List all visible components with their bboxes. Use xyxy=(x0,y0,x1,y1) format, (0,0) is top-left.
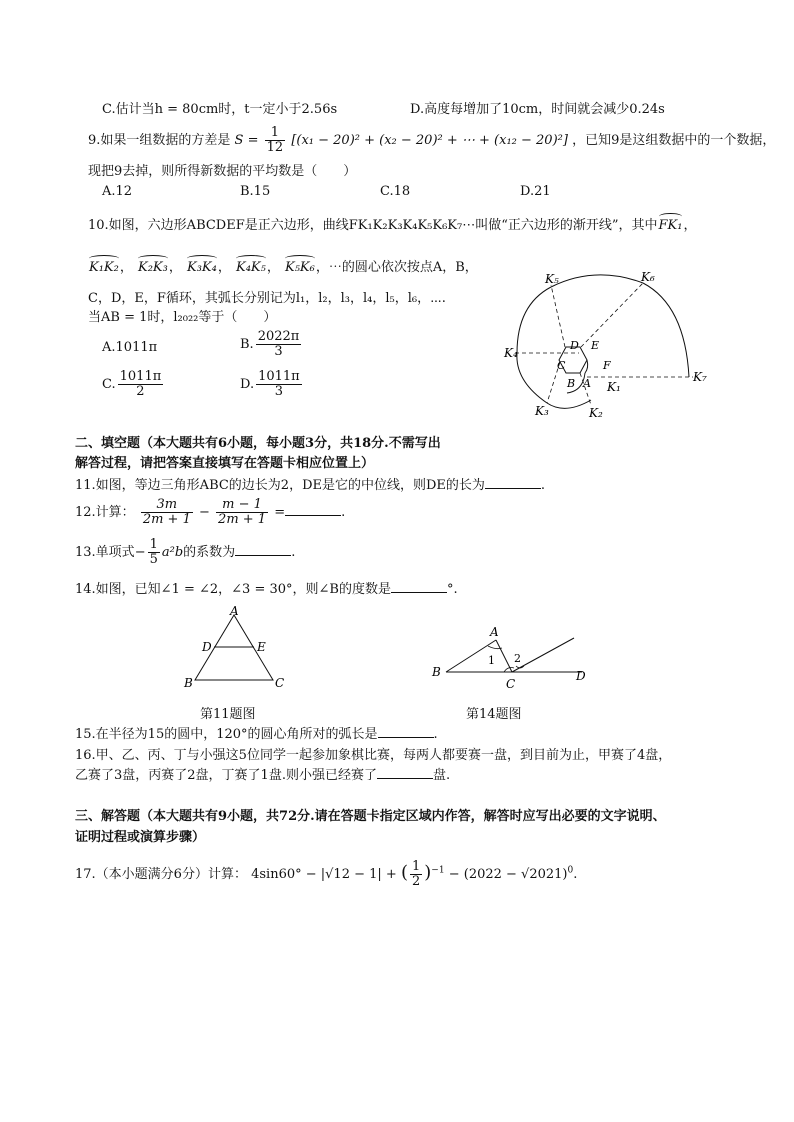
q17 xyxy=(75,860,577,889)
q16-answer-blank xyxy=(377,766,433,779)
q9-option-b: B.15 xyxy=(240,184,271,199)
q15 xyxy=(75,723,438,742)
q10-option-d-prefix: D. xyxy=(240,377,255,392)
q8-option-d: D.高度每增加了10cm，时间就会减少0.24s xyxy=(410,102,665,117)
section3-heading-line1: 三、解答题（本大题共有9小题，共72分.请在答题卡指定区域内作答，解答时应写出必要的文字说明、 xyxy=(75,809,666,824)
q17-paren-close: ) xyxy=(424,862,432,883)
q9-option-a: A.12 xyxy=(102,184,133,199)
q9-stem-prefix: 9.如果一组数据的方差是 xyxy=(88,133,231,148)
fig11-label-e: E xyxy=(257,640,266,654)
q10-option-c-prefix: C. xyxy=(102,377,116,392)
q16-line2 xyxy=(75,764,450,783)
q10-line1: 10.如图，六边形ABCDEF是正六边形，曲线FK₁K₂K₃K₄K₅K₆K₇⋯叫做“正六边形的渐开线”，其中FK₁， xyxy=(88,214,696,233)
q12-equals: = xyxy=(274,505,286,520)
fig14-label-angle1: 1 xyxy=(488,654,495,667)
q12-end: . xyxy=(341,505,346,520)
q10-option-d xyxy=(240,370,304,399)
q11-end: . xyxy=(540,478,546,493)
section2-heading-line1: 二、填空题（本大题共有6小题，每小题3分，共18分.不需写出 xyxy=(75,436,441,451)
q10-arc-fk1: FK₁ xyxy=(659,215,683,233)
q10-option-d-den: 3 xyxy=(274,384,284,399)
q10-arc-k3k4: K₃K₄ xyxy=(187,257,217,275)
q13-sign: − xyxy=(134,545,146,560)
q10-involute-figure xyxy=(495,265,720,430)
q13-prefix: 13.单项式 xyxy=(75,545,135,560)
q16-line1: 16.甲、乙、丙、丁与小强这5位同学一起参加象棋比赛，每两人都要赛一盘，到目前为止，甲赛了4盘， xyxy=(75,748,672,763)
q10-option-b-num: 2022π xyxy=(257,329,300,344)
q11 xyxy=(75,474,545,493)
q17-prefix: 17.（本小题满分6分）计算： xyxy=(75,867,247,882)
q10-option-d-frac xyxy=(256,370,302,399)
label-f: F xyxy=(603,359,611,372)
q12-f1-num: 3m xyxy=(141,498,193,513)
ray-c xyxy=(512,638,574,672)
label-k6: K₆ xyxy=(641,270,655,284)
q12-fraction1 xyxy=(141,498,193,527)
q10-line2-suffix: ，⋯的圆心依次按点A，B， xyxy=(315,260,478,275)
q10-option-b-prefix: B. xyxy=(240,337,254,352)
q17-half-frac xyxy=(410,860,422,889)
q10-arc-k5k6: K₅K₆ xyxy=(285,257,315,275)
line-ac xyxy=(496,640,512,672)
fig11-label-a: A xyxy=(230,605,239,618)
label-k7: K₇ xyxy=(693,370,707,384)
section2-heading-line2: 解答过程，请把答案直接填写在答题卡相应位置上） xyxy=(75,456,375,471)
label-k4: K₄ xyxy=(504,346,518,360)
q9-formula-coef xyxy=(265,126,286,155)
label-a: A xyxy=(583,377,591,390)
q17-exp-neg1: −1 xyxy=(431,865,445,876)
dashed-line-k6 xyxy=(581,283,643,347)
q9-coef-den: 12 xyxy=(266,140,284,155)
q9-option-c: C.18 xyxy=(380,184,411,199)
q10-arc-k2k3: K₂K₃ xyxy=(138,257,168,275)
q12 xyxy=(75,498,345,527)
q10-option-c-frac xyxy=(118,370,164,399)
q11-answer-blank xyxy=(485,476,541,489)
q13-end: . xyxy=(291,545,296,560)
q10-option-c xyxy=(102,370,165,399)
label-b: B xyxy=(567,377,576,390)
q12-f2-num: m − 1 xyxy=(216,498,268,513)
q16-line2-text: 乙赛了3盘，丙赛了2盘，丁赛了1盘.则小强已经赛了 xyxy=(75,768,377,783)
label-e: E xyxy=(591,339,600,352)
q17-exp-zero: 0 xyxy=(567,865,574,876)
fig11-label-d: D xyxy=(202,640,212,654)
q10-line1-text: 10.如图，六边形ABCDEF是正六边形，曲线FK₁K₂K₃K₄K₅K₆K₇⋯叫做“正六边形的渐开线”，其中 xyxy=(88,218,658,233)
arc-k6k7 xyxy=(643,283,689,377)
q11-text: 11.如图，等边三角形ABC的边长为2，DE是它的中位线，则DE的长为 xyxy=(75,478,485,493)
fig14-label-angle2: 2 xyxy=(514,652,521,665)
q10-line4: 当AB = 1时，l₂₀₂₂等于（ ） xyxy=(88,310,277,325)
label-k2: K₂ xyxy=(589,406,603,420)
q10-line2: K₁K₂， K₂K₃， K₃K₄， K₄K₅， K₅K₆，⋯的圆心依次按点A，B， xyxy=(88,256,478,275)
q9-stem-line2: 现把9去掉，则所得新数据的平均数是（ ） xyxy=(88,164,357,179)
q12-fraction2 xyxy=(216,498,268,527)
q13-coef-num: 1 xyxy=(149,537,158,552)
q9-stem-suffix: ，已知9是这组数据中的一个数据， xyxy=(572,133,776,148)
q9-stem xyxy=(88,126,775,155)
q8-option-c: C.估计当h = 80cm时，t一定小于2.56s xyxy=(102,102,338,117)
q13 xyxy=(75,538,295,567)
q12-answer-blank xyxy=(285,503,341,516)
q15-end: . xyxy=(433,727,438,742)
dashed-line-k5 xyxy=(551,285,565,347)
q14-answer-blank xyxy=(391,580,447,593)
q15-answer-blank xyxy=(378,725,434,738)
q9-coef-num: 1 xyxy=(265,126,286,141)
q13-coef-frac xyxy=(148,538,160,567)
label-k5: K₅ xyxy=(545,272,559,286)
arc-k4k5 xyxy=(517,287,551,353)
q10-option-b-den: 3 xyxy=(274,344,283,359)
fig14-angles xyxy=(430,620,590,690)
q12-minus: − xyxy=(199,505,210,520)
q10-option-c-num: 1011π xyxy=(119,369,162,384)
q10-arc-k1k2: K₁K₂ xyxy=(89,257,119,275)
section3-heading-line2: 证明过程或演算步骤） xyxy=(75,830,206,845)
q14 xyxy=(75,578,458,597)
q17-part2: − (2022 − √2021) xyxy=(448,867,568,882)
label-k3: K₃ xyxy=(535,404,549,418)
fig14-label-d: D xyxy=(576,669,586,683)
q10-line3: C，D，E，F循环，其弧长分别记为l₁，l₂，l₃，l₄，l₅，l₆，⋯. xyxy=(88,291,446,306)
q16-end: 盘. xyxy=(432,768,451,783)
q14-end: °. xyxy=(446,582,458,597)
label-c: C xyxy=(557,359,566,372)
q17-paren-open: ( xyxy=(400,862,408,883)
q9-option-d: D.21 xyxy=(520,184,551,199)
fig11-label-c: C xyxy=(275,676,285,690)
q17-half-den: 2 xyxy=(411,874,421,889)
arc-k2k3 xyxy=(547,400,591,408)
fig11-caption: 第11题图 xyxy=(200,707,256,722)
fig11-triangle xyxy=(175,605,295,695)
fig14-label-c: C xyxy=(506,677,516,690)
fig14-caption: 第14题图 xyxy=(466,707,522,722)
fig14-label-b: B xyxy=(432,665,441,679)
q10-option-d-num: 1011π xyxy=(258,369,300,384)
q10-option-b xyxy=(240,330,303,359)
q13-suffix: 的系数为 xyxy=(183,545,236,560)
q9-formula-s: S = xyxy=(234,133,259,148)
label-k1: K₁ xyxy=(607,380,621,394)
q10-option-c-den: 2 xyxy=(136,384,145,399)
arc-k3k4 xyxy=(517,353,547,403)
q10-option-b-frac xyxy=(256,330,302,359)
q10-option-a: A.1011π xyxy=(102,340,158,355)
fig11-label-b: B xyxy=(184,676,193,690)
q17-part1: 4sin60° − |√12 − 1| + xyxy=(251,867,397,882)
q14-text: 14.如图，已知∠1 = ∠2，∠3 = 30°，则∠B的度数是 xyxy=(75,582,391,597)
q13-answer-blank xyxy=(235,543,291,556)
fig14-label-a: A xyxy=(490,625,499,639)
q12-f2-den: 2m + 1 xyxy=(218,512,267,527)
q10-arc-k4k5: K₄K₅ xyxy=(236,257,266,275)
q13-coef-den: 5 xyxy=(149,552,158,567)
label-d: D xyxy=(570,339,579,352)
q17-end: . xyxy=(573,867,578,882)
q9-formula-body: [(x₁ − 20)² + (x₂ − 20)² + ⋯ + (x₁₂ − 20)²] xyxy=(291,133,568,148)
q17-half-num: 1 xyxy=(411,859,421,874)
q12-f1-den: 2m + 1 xyxy=(142,512,191,527)
q15-text: 15.在半径为15的圆中，120°的圆心角所对的弧长是 xyxy=(75,727,378,742)
q12-prefix: 12.计算： xyxy=(75,505,135,520)
q13-var: a²b xyxy=(161,545,184,560)
arc-k5k6 xyxy=(551,275,643,287)
